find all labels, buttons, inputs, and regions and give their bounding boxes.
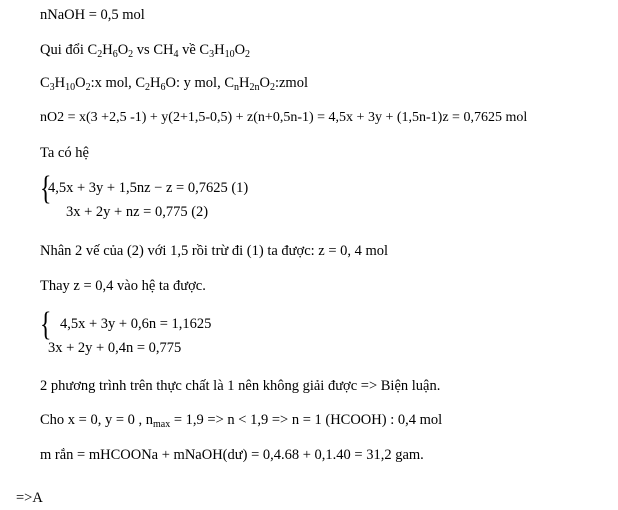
system2-equation-2: 3x + 2y + 0,4n = 0,775	[48, 340, 182, 356]
line-o2-equation: nO2 = x(3 +2,5 -1) + y(2+1,5-0,5) + z(n+0,5n-1) = 4,5x + 3y + (1,5n-1)z = 0,7625 mol	[40, 110, 528, 125]
line-solid-mass: m rắn = mHCOONa + mNaOH(dư) = 0,4.68 + 0,1.40 = 31,2 gam.	[40, 447, 424, 463]
line-argument: 2 phương trình trên thực chất là 1 nên không giải được => Biện luận.	[40, 378, 441, 394]
system1-equation-1: 4,5x + 3y + 1,5nz − z = 0,7625 (1)	[48, 180, 249, 196]
line-case: Cho x = 0, y = 0 , $n_{max} = 1,9 => n < 1,9 => n = 1$ (HCOOH) : 0,4 mol	[40, 412, 443, 430]
line-variables: $C_3H_{10}O_2:x$ mol, $C_2H_6O$: y mol, $C_nH_{2n}O_2:zmol$	[40, 75, 308, 93]
line-system-intro: Ta có hệ	[40, 145, 89, 161]
system1-equation-2: 3x + 2y + nz = 0,775 (2)	[66, 204, 209, 220]
system2-equation-1: 4,5x + 3y + 0,6n = 1,1625	[60, 316, 212, 332]
line-solve-z: Nhân 2 vế của (2) với 1,5 rồi trừ đi (1) ta được: z = 0, 4 mol	[40, 243, 389, 259]
line-substitute: Thay z = 0,4 vào hệ ta được.	[40, 278, 206, 294]
system-brace-2: {	[40, 306, 52, 343]
line-naoh: nNaOH = 0,5 mol	[40, 7, 145, 23]
answer: =>A	[16, 490, 43, 506]
system-brace-1: {	[40, 170, 52, 207]
line-conversion: Qui đổi $C_2H_6O_2$ vs $CH_4$ về $C_3H_{10}O_2$	[40, 42, 251, 60]
